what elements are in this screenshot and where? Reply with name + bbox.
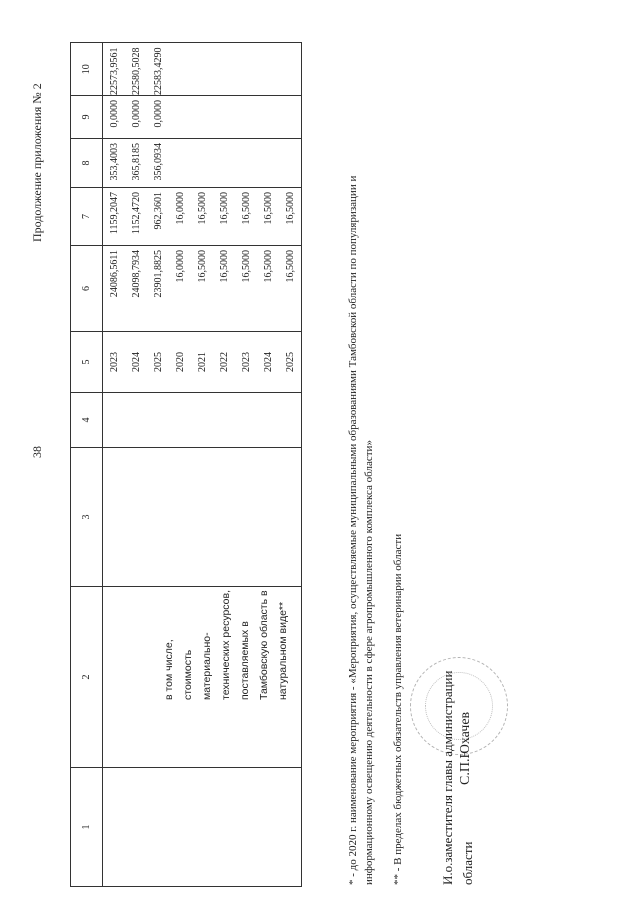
value-cell: 1152,4720 [125,188,147,246]
resources-description: в том числе, стоимость материально-технических ресурсов, поставляемых в Тамбовскую область в натуральном виде** [163,589,289,700]
header-col-3: 3 [71,448,103,587]
value-cell: 16,5000 [257,188,279,246]
value-cell: 356,0934 [147,139,169,188]
table-row [279,43,302,887]
year-cell: 2021 [191,332,213,393]
header-col-1: 1 [71,768,103,887]
value-cell: 16,5000 [191,246,213,332]
value-cell: 16,5000 [191,188,213,246]
value-cell: 16,5000 [213,246,235,332]
value-cell: 16,5000 [213,188,235,246]
value-cell: 16,0000 [169,188,191,246]
signatory-region: области [460,841,475,885]
value-cell: 353,4003 [103,139,126,188]
year-cell: 2023 [235,332,257,393]
header-col-2: 2 [71,587,103,768]
year-cell: 2023 [103,332,126,393]
value-cell: 16,5000 [235,246,257,332]
value-cell: 962,3601 [147,188,169,246]
value-cell: 365,8185 [125,139,147,188]
table-row [191,43,213,887]
value-cell: 16,5000 [279,246,302,332]
header-col-4: 4 [71,393,103,448]
year-cell: 2020 [169,332,191,393]
signatory-title: И.о.заместителя главы администрации [440,670,455,885]
header-col-9: 9 [71,96,103,139]
header-row [71,43,103,887]
table-row [213,43,235,887]
value-cell: 1159,2047 [103,188,126,246]
value-cell: 0,0000 [103,96,126,139]
header-col-7: 7 [71,188,103,246]
year-cell: 2024 [257,332,279,393]
table-row [103,43,126,887]
value-cell: 22583,4290 [147,43,169,96]
year-cell: 2025 [279,332,302,393]
footnote-1: * - до 2020 г. наименование мероприятия - «Мероприятия, осуществляемые муниципальными образованиями Тамбовской области по популяризации и информационному освещению деятельности в сфере агропромышленного комплекса области» [347,175,375,885]
continuation-caption: Продолжение приложения № 2 [30,83,44,242]
table-row [147,43,169,887]
table-row [125,43,147,887]
signatory-name: С.П.Юхачев [458,711,473,785]
value-cell: 23901,8825 [147,246,169,332]
footnote-2: ** - В пределах бюджетных обязательств управления ветеринарии области [392,533,404,885]
value-cell: 16,5000 [279,188,302,246]
year-cell: 2022 [213,332,235,393]
value-cell: 22580,5028 [125,43,147,96]
header-col-10: 10 [71,43,103,96]
page-number: 38 [30,446,44,458]
value-cell: 24086,5611 [103,246,126,332]
header-col-8: 8 [71,139,103,188]
year-cell: 2024 [125,332,147,393]
table-row [169,43,191,887]
table-row [235,43,257,887]
value-cell: 0,0000 [125,96,147,139]
value-cell: 16,5000 [235,188,257,246]
year-cell: 2025 [147,332,169,393]
value-cell: 24098,7934 [125,246,147,332]
header-col-6: 6 [71,246,103,332]
data-table [70,43,302,888]
value-cell: 16,0000 [169,246,191,332]
value-cell: 16,5000 [257,246,279,332]
value-cell: 22573,9561 [103,43,126,96]
value-cell: 0,0000 [147,96,169,139]
header-col-5: 5 [71,332,103,393]
table-row [257,43,279,887]
